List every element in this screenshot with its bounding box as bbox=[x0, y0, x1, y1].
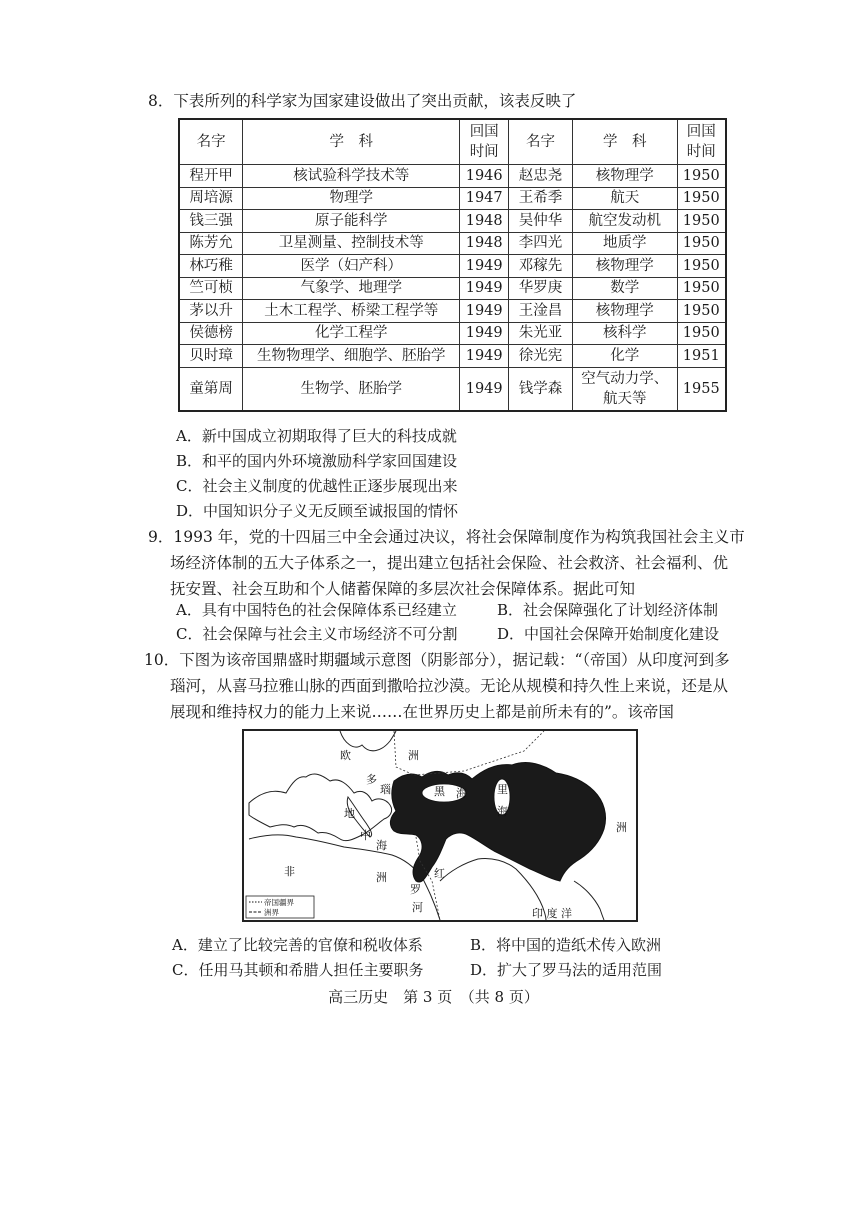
cell-name-2: 徐光宪 bbox=[509, 345, 573, 368]
label-nile-1: 罗 bbox=[410, 883, 421, 896]
q9-option-d: D．中国社会保障开始制度化建设 bbox=[497, 625, 720, 643]
cell-year-2: 1950 bbox=[677, 322, 726, 345]
q8-option-c: C．社会主义制度的优越性正逐步展现出来 bbox=[176, 477, 458, 495]
cell-subject-1: 生物物理学、细胞学、胚胎学 bbox=[243, 345, 460, 368]
cell-name-2: 华罗庚 bbox=[509, 277, 573, 300]
cell-name-2: 钱学森 bbox=[509, 367, 573, 411]
cell-subject-2: 数学 bbox=[572, 277, 677, 300]
label-med-2: 中 bbox=[360, 829, 371, 842]
table-row bbox=[179, 322, 726, 345]
cell-year-2: 1955 bbox=[677, 367, 726, 411]
q9-stem-line-2: 场经济体制的五大子体系之一，提出建立包括社会保险、社会救济、社会福利、优 bbox=[170, 554, 729, 572]
cell-subject-1: 医学（妇产科） bbox=[243, 255, 460, 278]
table-row bbox=[179, 300, 726, 323]
q9-stem-line-3: 抚安置、社会互助和个人储蓄保障的多层次社会保障体系。据此可知 bbox=[170, 580, 636, 598]
q10-option-d: D．扩大了罗马法的适用范围 bbox=[470, 961, 663, 979]
table-row bbox=[179, 210, 726, 233]
cell-year-1: 1948 bbox=[460, 210, 509, 233]
cell-year-1: 1949 bbox=[460, 345, 509, 368]
q8-stem: 8．下表所列的科学家为国家建设做出了突出贡献，该表反映了 bbox=[148, 92, 577, 110]
table-row bbox=[179, 277, 726, 300]
cell-name-2: 王淦昌 bbox=[509, 300, 573, 323]
cell-subject-2: 核物理学 bbox=[572, 300, 677, 323]
cell-name-1: 侯德榜 bbox=[179, 322, 243, 345]
cell-year-1: 1946 bbox=[460, 165, 509, 188]
label-africa-2: 洲 bbox=[376, 871, 387, 884]
cell-subject-1: 核试验科学技术等 bbox=[243, 165, 460, 188]
q10-stem-line-2: 瑙河，从喜马拉雅山脉的西面到撒哈拉沙漠。无论从规模和持久性上来说，还是从 bbox=[170, 677, 729, 695]
table-row bbox=[179, 367, 726, 411]
cell-subject-2: 核物理学 bbox=[572, 165, 677, 188]
table-row bbox=[179, 255, 726, 278]
cell-subject-2: 核科学 bbox=[572, 322, 677, 345]
cell-name-2: 李四光 bbox=[509, 232, 573, 255]
cell-year-1: 1947 bbox=[460, 187, 509, 210]
europe-north-coast bbox=[340, 731, 396, 751]
label-africa-1: 非 bbox=[284, 865, 295, 878]
cell-subject-2: 化学 bbox=[572, 345, 677, 368]
empire-map-drawing bbox=[244, 731, 636, 920]
table-row bbox=[179, 232, 726, 255]
empire-territory bbox=[390, 763, 605, 882]
cell-subject-1: 生物学、胚胎学 bbox=[243, 367, 460, 411]
cell-name-2: 吴仲华 bbox=[509, 210, 573, 233]
cell-name-1: 陈芳允 bbox=[179, 232, 243, 255]
map-legend bbox=[246, 896, 314, 918]
cell-year-2: 1950 bbox=[677, 165, 726, 188]
cell-name-1: 童第周 bbox=[179, 367, 243, 411]
cell-year-1: 1949 bbox=[460, 300, 509, 323]
label-black-sea-2: 海 bbox=[456, 787, 467, 800]
cell-subject-2: 航天 bbox=[572, 187, 677, 210]
q9-option-a: A．具有中国特色的社会保障体系已经建立 bbox=[176, 601, 457, 619]
cell-year-1: 1949 bbox=[460, 322, 509, 345]
cell-subject-1: 物理学 bbox=[243, 187, 460, 210]
cell-name-1: 程开甲 bbox=[179, 165, 243, 188]
cell-year-2: 1950 bbox=[677, 187, 726, 210]
q9-option-c: C．社会保障与社会主义市场经济不可分割 bbox=[176, 625, 458, 643]
cell-name-1: 茅以升 bbox=[179, 300, 243, 323]
q9-stem-line-1: 9．1993 年，党的十四届三中全会通过决议，将社会保障制度作为构筑我国社会主义市 bbox=[148, 528, 745, 546]
cell-year-1: 1949 bbox=[460, 255, 509, 278]
empire-map bbox=[242, 729, 638, 922]
label-nile-2: 河 bbox=[412, 901, 423, 914]
cell-year-1: 1949 bbox=[460, 277, 509, 300]
cell-name-1: 竺可桢 bbox=[179, 277, 243, 300]
label-europe-2: 洲 bbox=[408, 749, 419, 762]
page-footer: 高三历史 第 3 页 （共 8 页） bbox=[328, 988, 539, 1006]
table-header-row bbox=[179, 119, 726, 165]
legend-empire-border: 帝国疆界 bbox=[264, 898, 294, 907]
label-asia: 洲 bbox=[616, 821, 627, 834]
label-danube-1: 多 bbox=[366, 773, 377, 786]
q9-option-b: B．社会保障强化了计划经济体制 bbox=[497, 601, 719, 619]
label-europe-1: 欧 bbox=[340, 749, 351, 762]
label-danube-2: 瑙 bbox=[380, 783, 391, 796]
q10-option-c: C．任用马其顿和希腊人担任主要职务 bbox=[172, 961, 424, 979]
header-year-1: 回国时间 bbox=[460, 119, 509, 165]
legend-continent-border: 洲界 bbox=[264, 908, 279, 917]
cell-name-1: 周培源 bbox=[179, 187, 243, 210]
cell-subject-1: 土木工程学、桥梁工程学等 bbox=[243, 300, 460, 323]
cell-subject-1: 原子能科学 bbox=[243, 210, 460, 233]
cell-subject-2: 地质学 bbox=[572, 232, 677, 255]
label-black-sea-1: 黑 bbox=[434, 785, 445, 798]
cell-subject-2: 核物理学 bbox=[572, 255, 677, 278]
label-med-1: 地 bbox=[344, 807, 355, 820]
cell-year-2: 1950 bbox=[677, 255, 726, 278]
cell-year-2: 1950 bbox=[677, 232, 726, 255]
q8-option-d: D．中国知识分子义无反顾至诚报国的情怀 bbox=[176, 502, 459, 520]
table-row bbox=[179, 345, 726, 368]
q10-stem-line-1: 10．下图为该帝国鼎盛时期疆域示意图（阴影部分），据记载：“（帝国）从印度河到多 bbox=[144, 651, 730, 669]
cell-year-2: 1950 bbox=[677, 300, 726, 323]
header-name-1: 名字 bbox=[179, 119, 243, 165]
header-year-2: 回国时间 bbox=[677, 119, 726, 165]
cell-name-1: 贝时璋 bbox=[179, 345, 243, 368]
scientists-table bbox=[178, 118, 727, 412]
label-red-sea: 红 bbox=[434, 867, 445, 880]
cell-name-1: 钱三强 bbox=[179, 210, 243, 233]
q10-option-a: A．建立了比较完善的官僚和税收体系 bbox=[172, 936, 423, 954]
cell-year-2: 1951 bbox=[677, 345, 726, 368]
q8-option-b: B．和平的国内外环境激励科学家回国建设 bbox=[176, 452, 458, 470]
cell-subject-2: 空气动力学、航天等 bbox=[572, 367, 677, 411]
cell-name-1: 林巧稚 bbox=[179, 255, 243, 278]
q10-option-b: B．将中国的造纸术传入欧洲 bbox=[470, 936, 662, 954]
table-row bbox=[179, 187, 726, 210]
header-name-2: 名字 bbox=[509, 119, 573, 165]
table-row bbox=[179, 165, 726, 188]
cell-subject-1: 化学工程学 bbox=[243, 322, 460, 345]
cell-subject-1: 卫星测量、控制技术等 bbox=[243, 232, 460, 255]
header-subject-2: 学 科 bbox=[572, 119, 677, 165]
cell-name-2: 邓稼先 bbox=[509, 255, 573, 278]
india-coast bbox=[574, 881, 604, 920]
cell-name-2: 王希季 bbox=[509, 187, 573, 210]
label-caspian-2: 海 bbox=[497, 805, 508, 818]
cell-year-2: 1950 bbox=[677, 210, 726, 233]
cell-year-2: 1950 bbox=[677, 277, 726, 300]
cell-subject-1: 气象学、地理学 bbox=[243, 277, 460, 300]
q10-stem-line-3: 展现和维持权力的能力上来说……在世界历史上都是前所未有的”。该帝国 bbox=[170, 703, 674, 721]
label-med-3: 海 bbox=[376, 839, 387, 852]
cell-name-2: 朱光亚 bbox=[509, 322, 573, 345]
cell-subject-2: 航空发动机 bbox=[572, 210, 677, 233]
cell-year-1: 1948 bbox=[460, 232, 509, 255]
label-indian-ocean: 印 度 洋 bbox=[532, 907, 572, 920]
cell-name-2: 赵忠尧 bbox=[509, 165, 573, 188]
header-subject-1: 学 科 bbox=[243, 119, 460, 165]
cell-year-1: 1949 bbox=[460, 367, 509, 411]
label-caspian-1: 里 bbox=[497, 783, 508, 796]
q8-option-a: A．新中国成立初期取得了巨大的科技成就 bbox=[176, 427, 457, 445]
